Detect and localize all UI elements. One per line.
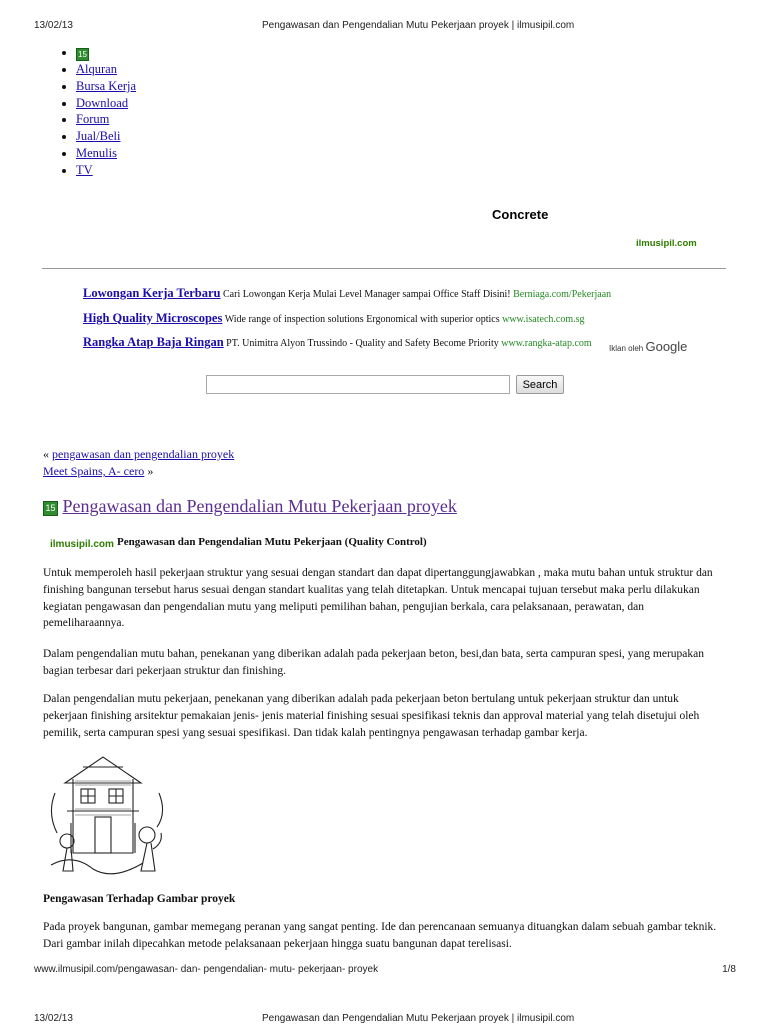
nav-link-download[interactable]: Download — [76, 95, 129, 110]
nav-item-jual-beli[interactable] — [76, 128, 136, 145]
search-input[interactable] — [206, 375, 510, 394]
post-subtitle: Pengawasan dan Pengendalian Mutu Pekerjaan (Quality Control) — [117, 536, 427, 548]
post-title-link[interactable]: Pengawasan dan Pengendalian Mutu Pekerjaan proyek — [62, 496, 457, 516]
ad-title-link[interactable]: Lowongan Kerja Terbaru — [83, 286, 221, 300]
ad-url[interactable]: www.rangka-atap.com — [501, 338, 592, 349]
calendar-badge-icon: 15 — [43, 501, 58, 516]
print-header — [34, 20, 734, 31]
print-title: Pengawasan dan Pengendalian Mutu Pekerjaan proyek | ilmusipil.com — [262, 20, 575, 31]
nav-item-alquran[interactable] — [76, 61, 136, 78]
ad-item — [83, 282, 703, 307]
ad-url[interactable]: www.isatech.com.sg — [502, 313, 585, 325]
nav-link-jual-beli[interactable]: Jual/Beli — [76, 129, 121, 144]
paragraph: Dalan pengendalian mutu pekerjaan, penekanan yang diberikan adalah pada pekerjaan beton bertulang untuk pekerjaan struktur dan untuk pekerjaan finishing arsitektur pemakaian jenis- jenis material finishing sesuai spesifikasi teknis dan approval material yang telah disetujui oleh pemilik, serta campuran spesi yang sesuai spesifikasi. Dan tidak kalah pentingnya pengawasan terhadap gambar kerja. — [43, 693, 700, 739]
house-sketch-image — [43, 753, 171, 881]
ad-title-link[interactable]: High Quality Microscopes — [83, 310, 223, 325]
prev-post-link[interactable]: pengawasan dan pengendalian proyek — [52, 447, 235, 461]
ad-url[interactable]: Berniaga.com/Pekerjaan — [513, 289, 612, 300]
ad-text: Cari Lowongan Kerja Mulai Level Manager sampai Office Staff Disini! — [223, 289, 511, 300]
nav-item-bursa-kerja[interactable] — [76, 78, 136, 95]
nav-item-forum[interactable] — [76, 111, 136, 128]
nav-link-alquran[interactable]: Alquran — [76, 62, 117, 76]
concrete-banner-label[interactable]: Concrete — [492, 207, 549, 222]
section-heading: Pengawasan Terhadap Gambar proyek — [43, 893, 236, 905]
ad-title-link[interactable]: Rangka Atap Baja Ringan — [83, 335, 224, 349]
nav-item-home[interactable] — [76, 44, 136, 61]
ad-text: Wide range of inspection solutions Ergonomical with superior optics — [224, 313, 500, 325]
nav-item-menulis[interactable] — [76, 145, 136, 162]
calendar-badge-icon[interactable]: 15 — [76, 48, 89, 61]
prev-post — [43, 446, 234, 463]
print-date: 13/02/13 — [34, 20, 73, 31]
nav-item-tv[interactable] — [76, 162, 136, 179]
prev-arrow: « — [43, 447, 49, 461]
ad-text: PT. Unimitra Alyon Trussindo - Quality and Safety Become Priority — [226, 338, 499, 349]
nav-item-download[interactable] — [76, 95, 136, 112]
ad-item — [83, 307, 703, 332]
post-logo: ilmusipil.com — [50, 539, 114, 550]
post-navigation — [43, 446, 234, 480]
paragraph: Dalam pengendalian mutu bahan, penekanan yang diberikan adalah pada pekerjaan beton, besi,dan bata, serta campuran spesi, yang merupakan bagian terbesar dari pekerjaan struktur dan finishing. — [43, 648, 704, 677]
print-footer — [34, 964, 736, 975]
ads-by-google[interactable] — [609, 339, 687, 354]
nav-link-forum[interactable]: Forum — [76, 112, 110, 127]
paragraph: Untuk memperoleh hasil pekerjaan struktur yang sesuai dengan standart dan dapat dipertanggungjawabkan , maka mutu bahan untuk struktur dan finishing bangunan tersebut harus sesuai dengan standart kualitas yang telah ditetapkan. Untuk mencapai tujuan tersebut maka perlu dilakukan kegiatan pengawasan dan pengendalian mutu yang meliputi pemilihan bahan, pengujian berkala, cara pelaksanaan, perawatan, dan pemeliharaannya. — [43, 567, 713, 630]
print-url: www.ilmusipil.com/pengawasan- dan- pengendalian- mutu- pekerjaan- proyek — [34, 964, 379, 975]
nav-link-tv[interactable]: TV — [76, 162, 93, 177]
google-logo-icon: Google — [645, 339, 688, 354]
search-button[interactable]: Search — [516, 375, 564, 394]
nav-link-bursa-kerja[interactable]: Bursa Kerja — [76, 78, 137, 93]
print-page-number: 1/8 — [722, 964, 736, 975]
print-header-next — [34, 1013, 734, 1024]
top-nav — [60, 44, 136, 179]
next-post — [43, 463, 234, 480]
print-title: Pengawasan dan Pengendalian Mutu Pekerjaan proyek | ilmusipil.com — [262, 1013, 575, 1024]
print-date: 13/02/13 — [34, 1013, 73, 1024]
next-post-link[interactable]: Meet Spains, A- cero — [43, 464, 145, 478]
ads-by-label: Iklan oleh — [609, 344, 644, 353]
divider — [42, 268, 726, 269]
nav-link-menulis[interactable]: Menulis — [76, 145, 117, 160]
post-title — [43, 496, 457, 517]
site-logo[interactable]: ilmusipil.com — [636, 238, 697, 249]
paragraph: Pada proyek bangunan, gambar memegang peranan yang sangat penting. Ide dan perencanaan semuanya dituangkan dalam sebuah gambar teknik. Dari gambar inilah dipecahkan metode pelaksanaan pekerjaan hingga suatu bangunan dapat terelisasi. — [43, 921, 717, 950]
next-arrow: » — [147, 464, 154, 478]
